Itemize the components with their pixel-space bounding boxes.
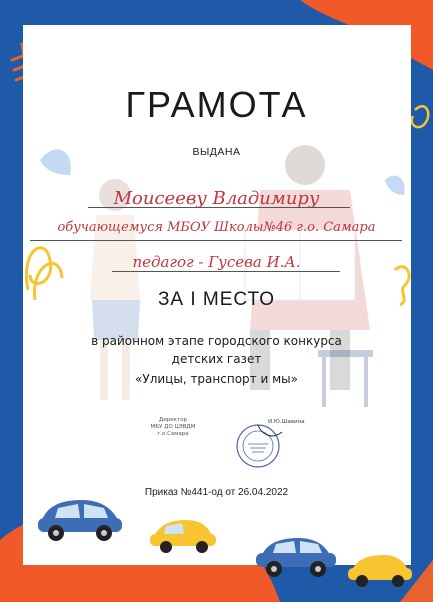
seal-stamp-icon: [228, 420, 288, 470]
issued-label: ВЫДАНА: [192, 146, 241, 158]
teacher-underline: [112, 271, 340, 272]
director-title: Директор: [158, 417, 188, 423]
description-line-1: в районном этапе городского конкурса: [91, 334, 342, 348]
signature-name: И.Ю.Шавина: [268, 419, 305, 425]
name-underline: [88, 207, 350, 208]
description-line-2: детских газет: [171, 352, 262, 366]
school-line: обучающемуся МБОУ Школы№46 г.о. Самара: [57, 220, 376, 235]
order-number: Приказ №441-од от 26.04.2022: [144, 487, 289, 498]
place-award: ЗА I МЕСТО: [157, 289, 276, 310]
director-city: г.о.Самара: [157, 431, 189, 437]
teacher-line: педагог - Гусева И.А.: [132, 253, 301, 271]
director-org: МБУ ДО ЦЭВДМ: [150, 424, 196, 430]
recipient-name: Моисееву Владимиру: [113, 188, 320, 209]
school-underline: [30, 240, 402, 241]
description-line-3: «Улицы, транспорт и мы»: [135, 372, 298, 386]
car-icon: [150, 520, 216, 553]
car-icon: [348, 555, 412, 587]
car-icon: [256, 538, 336, 577]
certificate-title: ГРАМОТА: [125, 84, 308, 125]
director-block: [118, 417, 228, 438]
car-icon: [38, 500, 122, 541]
